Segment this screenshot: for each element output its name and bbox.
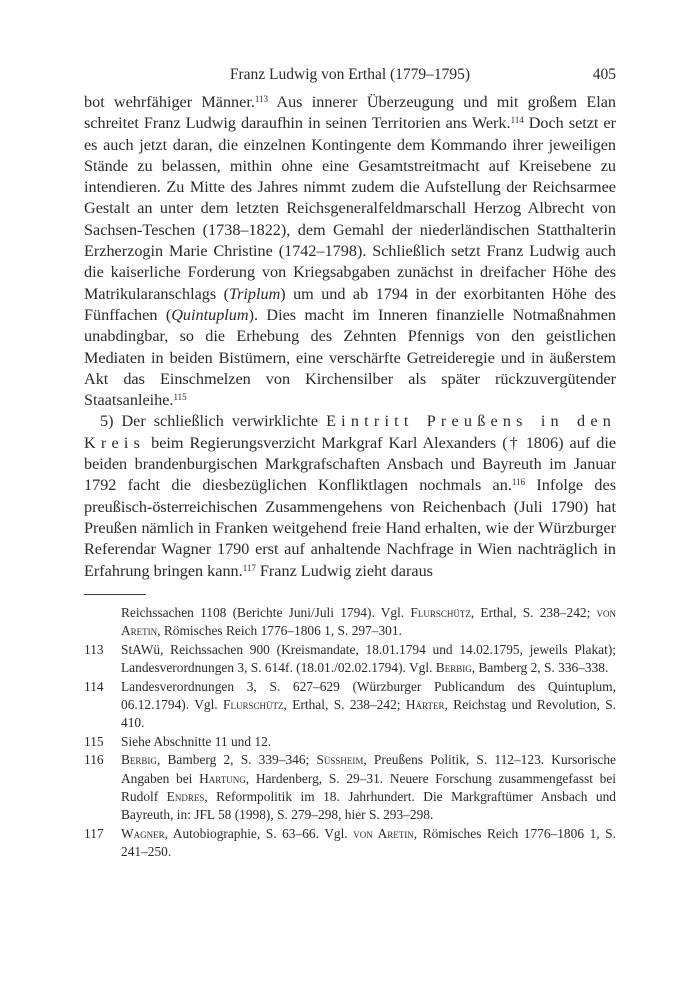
footnote-separator — [84, 594, 146, 595]
page-header — [84, 66, 616, 90]
author-name: Wagner — [121, 825, 165, 841]
text-run: , Reichstag und Revolution, S. 410. — [121, 697, 616, 731]
author-name: Berbig — [435, 660, 472, 676]
text-run: , Preußens Politik, S. 112–123. Kursorische Angaben bei — [121, 752, 616, 786]
author-name: Endres — [166, 789, 205, 805]
paragraph-1 — [84, 92, 616, 411]
text-run: , Römisches Reich 1776–1806 1, S. 241–250. — [121, 825, 616, 860]
footnote-ref-117[interactable]: 117 — [242, 562, 256, 573]
footnote-continuation — [84, 604, 616, 641]
text-run: Aus innerer Überzeugung und mit großem Elan schreitet Franz Ludwig daraufhin in seinen Territorien ans Werk. — [84, 93, 616, 133]
text-run: , Bamberg 2, S. 339–346; — [156, 752, 317, 768]
main-text — [84, 92, 616, 582]
text-run: Siehe Abschnitte 11 und 12. — [121, 733, 272, 749]
author-name: Flurschütz — [410, 605, 471, 620]
author-name: von Aretin — [353, 825, 414, 841]
footnote-number: 115 — [84, 733, 104, 749]
italic-term-triplum: Triplum — [228, 284, 281, 303]
footnote-number: 114 — [84, 678, 104, 694]
footnote-117 — [84, 825, 616, 862]
footnote-113 — [84, 641, 616, 678]
author-name: von Aretin — [121, 605, 617, 639]
author-name: Süssheim — [316, 752, 364, 768]
page-number: 405 — [592, 66, 616, 83]
footnote-ref-115[interactable]: 115 — [173, 392, 187, 403]
text-run: , Erthal, S. 238–242; — [470, 605, 597, 620]
paragraph-2 — [84, 411, 616, 581]
spaced-emphasis: Eintritt Preußens in den Kreis — [84, 412, 616, 452]
author-name: Hartung — [199, 770, 246, 786]
text-run: Franz Ludwig zieht daraus — [255, 561, 433, 580]
italic-term-quintuplum: Quintuplum — [171, 305, 249, 324]
text-run: ). Dies macht im Inneren finanzielle Notmaßnahmen unabdingbar, so die Erhebung des Zehnten Pfennigs von den geistlichen Mediaten in beiden Bistümern, eine verschärfte Getreideregie und in äußerstem Akt das Einschmelzen von Kirchensilber als später rückzuvergütender Staatsanleihe. — [84, 305, 616, 410]
footnote-number: 116 — [84, 752, 104, 768]
text-run: Doch setzt er es auch jetzt daran, die einzelnen Kontingente dem Kommando ihrer jeweiligen Stände zu belassen, mithin ohne eine Gesamtstreitmacht auf Kreisebene zu intendieren. Zu Mitte des Jahres nimmt zudem die Aufstellung der Reichsarmee Gestalt an unter dem letzten Reichsgeneralfeldmarschall Herzog Albrecht von Sachsen-Teschen (1738–1822), dem Gemahl der niederländischen Statthalterin Erzherzogin Marie Christine (1742–1798). Schließlich setzt Franz Ludwig auch die kaiserliche Forderung von Kriegsabgaben zunächst in dreifacher Höhe des Matrikularanschlags ( — [84, 114, 616, 303]
text-run: ) um und ab 1794 in der exorbitanten Höhe des Fünffachen ( — [84, 284, 616, 324]
running-title: Franz Ludwig von Erthal (1779–1795) — [229, 66, 471, 83]
text-run: , Römisches Reich 1776–1806 1, S. 297–301. — [157, 623, 402, 639]
author-name: Härter — [405, 697, 445, 713]
text-run: beim Regierungsverzicht Markgraf Karl Alexanders († 1806) auf die beiden brandenburgischen Markgrafschaften Ansbach und Bayreuth im Januar 1792 facht die diesbezüglichen Konfliktlagen nochmals an. — [84, 433, 616, 495]
text-run: , Autobiographie, S. 63–66. Vgl. — [164, 825, 354, 841]
footnote-ref-113[interactable]: 113 — [254, 94, 269, 104]
text-run: Reichssachen 1108 (Berichte Juni/Juli 1794). Vgl. — [121, 605, 411, 620]
author-name: Berbig — [121, 752, 157, 768]
text-run: StAWü, Reichssachen 900 (Kreismandate, 18.01.1794 und 14.02.1795, jeweils Plakat); Landesverordnungen 3, S. 614f. (18.01./02.02.1794). Vgl. — [121, 641, 616, 676]
footnote-114 — [84, 678, 616, 733]
footnotes — [84, 604, 616, 862]
text-run: 5) Der schließlich verwirklichte — [100, 412, 327, 431]
footnote-ref-116[interactable]: 116 — [511, 477, 526, 488]
text-run: , Hardenberg, S. 29–31. Neuere Forschung zusammengefasst bei Rudolf — [121, 770, 616, 805]
footnote-number: 113 — [84, 641, 104, 657]
footnote-ref-114[interactable]: 114 — [510, 115, 524, 126]
text-run: , Erthal, S. 238–242; — [283, 697, 406, 713]
footnote-115 — [84, 733, 616, 751]
text-run: , Bamberg 2, S. 336–338. — [471, 660, 609, 676]
text-run: bot wehrfähiger Männer. — [84, 93, 255, 111]
text-run: Infolge des preußisch-österreichischen Zusammengehens von Reichenbach (Juli 1790) hat Preußen nämlich in Franken weitgehend freie Hand erhalten, wie der Würzburger Referendar Wagner 1790 erst auf anhaltende Nachfrage in Wien nachträglich in Erfahrung bringen kann. — [84, 476, 616, 580]
footnote-116 — [84, 751, 616, 825]
author-name: Flurschütz — [223, 697, 284, 713]
footnote-number: 117 — [84, 825, 104, 841]
text-run: , Reformpolitik im 18. Jahrhundert. Die Markgraftümer Ansbach und Bayreuth, in: JFL 58 (1998), S. 279–298, hier S. 293–298. — [121, 789, 616, 823]
text-run: Landesverordnungen 3, S. 627–629 (Würzburger Publicandum des Quintuplum, 06.12.1794). Vgl. — [121, 678, 616, 713]
